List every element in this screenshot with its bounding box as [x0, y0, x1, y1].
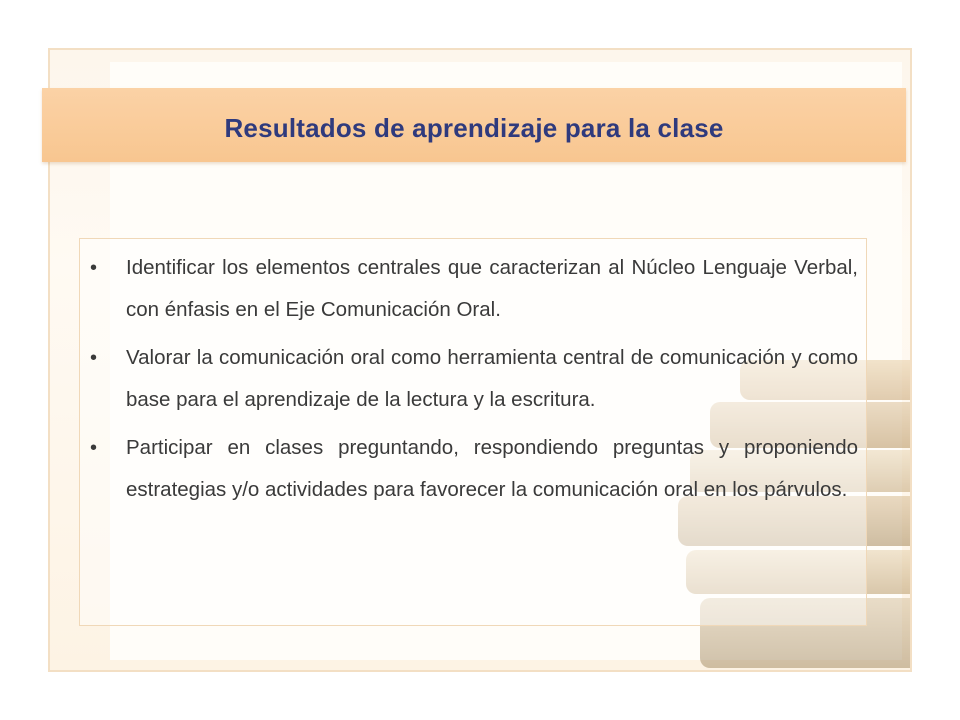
content-box — [79, 238, 867, 626]
bullet-item — [88, 337, 858, 421]
bullet-text: Identificar los elementos centrales que caracterizan al Núcleo Lenguaje Verbal, con énfasis en el Eje Comunicación Oral. — [126, 256, 858, 321]
bullet-icon: • — [90, 437, 98, 459]
bullet-icon: • — [90, 257, 98, 279]
bullet-item — [88, 427, 858, 511]
bullet-text: Participar en clases preguntando, respondiendo preguntas y proponiendo estrategias y/o actividades para favorecer la comunicación oral en los párvulos. — [126, 436, 858, 501]
title-banner — [42, 88, 906, 162]
slide-title: Resultados de aprendizaje para la clase — [224, 112, 724, 143]
bullet-icon: • — [90, 347, 98, 369]
bullet-list — [88, 247, 858, 517]
bullet-text: Valorar la comunicación oral como herramienta central de comunicación y como base para el aprendizaje de la lectura y la escritura. — [126, 346, 858, 411]
bullet-item — [88, 247, 858, 331]
